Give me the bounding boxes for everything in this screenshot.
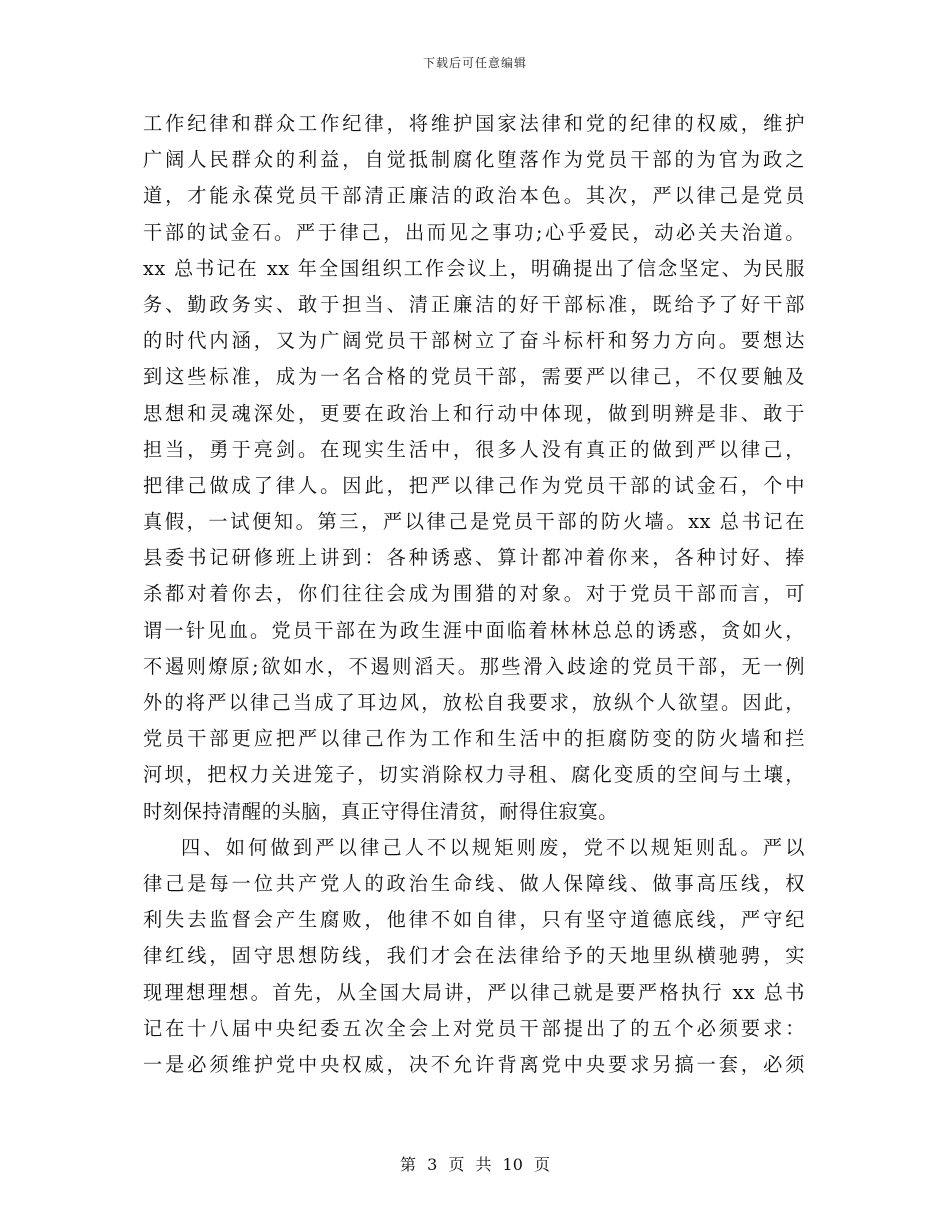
text-line: xx 总书记在 xx 年全国组织工作会议上，明确提出了信念坚定、为民服 (143, 256, 805, 280)
text-line: 律己是每一位共产党人的政治生命线、做人保障线、做事高压线，权 (143, 871, 805, 895)
text-line: 思想和灵魂深处，更要在政治上和行动中体现，做到明辨是非、敢于 (143, 401, 805, 425)
text-line: 务、勤政务实、敢于担当、清正廉洁的好干部标准，既给予了好干部 (143, 292, 805, 316)
header-note: 下载后可任意编辑 (422, 56, 527, 70)
text-line: 道，才能永葆党员干部清正廉洁的政治本色。其次，严以律己是党员 (143, 184, 805, 208)
text-line: 到这些标准，成为一名合格的党员干部，需要严以律己，不仅要触及 (143, 365, 805, 389)
text-line: 利失去监督会产生腐败，他律不如自律，只有坚守道德底线，严守纪 (143, 908, 805, 932)
text-line: 县委书记研修班上讲到：各种诱惑、算计都冲着你来，各种讨好、捧 (143, 546, 805, 570)
text-line: 现理想理想。首先，从全国大局讲，严以律己就是要严格执行 xx 总书 (143, 980, 805, 1004)
text-line: 广阔人民群众的利益，自觉抵制腐化堕落作为党员干部的为官为政之 (143, 148, 805, 172)
text-line: 一是必须维护党中央权威，决不允许背离党中央要求另搞一套，必须 (143, 1052, 805, 1076)
text-line: 真假，一试便知。第三，严以律己是党员干部的防火墙。xx 总书记在 (143, 510, 805, 534)
text-line: 担当，勇于亮剑。在现实生活中，很多人没有真正的做到严以律己， (143, 437, 805, 461)
text-line: 律红线，固守思想防线，我们才会在法律给予的天地里纵横驰骋，实 (143, 944, 805, 968)
text-line: 干部的试金石。严于律己，出而见之事功;心乎爱民，动必关夫治道。 (143, 220, 805, 244)
text-line: 杀都对着你去，你们往往会成为围猎的对象。对于党员干部而言，可 (143, 582, 805, 606)
text-line: 把律己做成了律人。因此，把严以律己作为党员干部的试金石，个中 (143, 473, 805, 497)
text-line: 记在十八届中央纪委五次全会上对党员干部提出了的五个必须要求： (143, 1016, 805, 1040)
text-line: 河坝，把权力关进笼子，切实消除权力寻租、腐化变质的空间与土壤， (143, 763, 805, 787)
text-line: 谓一针见血。党员干部在为政生涯中面临着林林总总的诱惑，贪如火， (143, 618, 805, 642)
text-line: 时刻保持清醒的头脑，真正守得住清贫，耐得住寂寞。 (143, 799, 618, 823)
text-line: 党员干部更应把严以律己作为工作和生活中的拒腐防变的防火墙和拦 (143, 727, 805, 751)
text-line: 的时代内涵，又为广阔党员干部树立了奋斗标杆和努力方向。要想达 (143, 329, 805, 353)
text-line: 外的将严以律己当成了耳边风，放松自我要求，放纵个人欲望。因此， (143, 691, 805, 714)
body-text (143, 106, 805, 1083)
text-line: 工作纪律和群众工作纪律，将维护国家法律和党的纪律的权威，维护 (143, 112, 805, 135)
page-number-footer: 第 3 页 共 10 页 (400, 1155, 550, 1174)
text-line: 四、如何做到严以律己人不以规矩则废，党不以规矩则乱。严以 (181, 835, 805, 859)
text-line: 不遏则燎原;欲如水，不遏则滔天。那些滑入歧途的党员干部，无一例 (143, 654, 805, 678)
